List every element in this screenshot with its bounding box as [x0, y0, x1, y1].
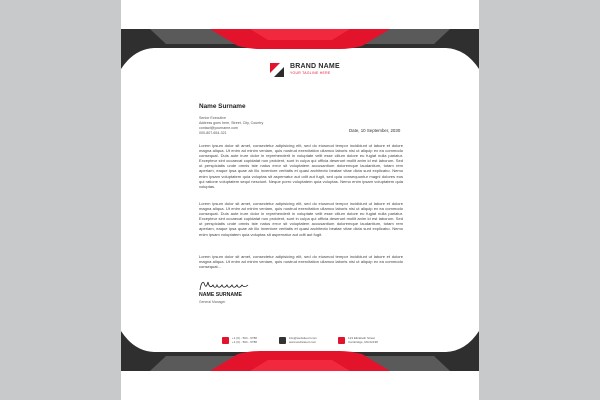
contact-website-line: www.websiteurl.com: [289, 340, 317, 344]
phone-icon: [222, 337, 229, 344]
email-icon: [279, 337, 286, 344]
brand-logo-icon: [268, 62, 286, 78]
contact-address-line-1: 123 Elizabeth Street: [348, 336, 376, 340]
contact-phone-line-1: +1 (0) - 564 - 6788: [232, 336, 257, 340]
sender-email: contact@yourname.com: [199, 126, 239, 130]
sender-phone: 000-807-654-321: [199, 131, 227, 135]
signature-title: General Manager: [199, 300, 226, 304]
location-pin-icon: [338, 337, 345, 344]
brand-name: BRAND NAME: [290, 63, 340, 70]
handwritten-signature: [198, 279, 250, 293]
contact-address-line-2: Cambridge, MA 02138: [348, 340, 378, 344]
sender-address: Address goes here, Street, City, Country: [199, 121, 264, 125]
brand-tagline: YOUR TAGLINE HERE: [290, 71, 331, 75]
contact-phone-line-2: +1 (0) - 564 - 6788: [232, 340, 257, 344]
sender-name: Name Surname: [199, 103, 246, 110]
body-paragraph-3: Lorem ipsum dolor sit amet, consectetur adipisicing elit, sed do eiusmod tempor incididunt ut labore et dolore magna aliqua. Ut enim ad minim veniam, quis nostrud exercitation ullamco laboris nisi ut aliquip ex ea commodo consequat...: [199, 254, 403, 270]
body-paragraph-2: Lorem ipsum dolor sit amet, consectetur adipisicing elit, sed do eiusmod tempor incididunt ut labore et dolore magna aliqua. Ut enim ad minim veniam, quis nostrud exercitation ullamco laboris nisi ut aliquip ex ea commodo consequat. Duis aute irure dolor in reprehenderit in voluptate velit esse cillum dolore eu fugiat nulla pariatur. Excepteur sint occaecat cupidatat non proident, sunt in culpa qui officia deserunt mollit anim id est laborum. Sed ut perspiciatis unde omnis iste natus error sit voluptatem accusantium doloremque laudantium, totam rem aperiam, eaque ipsa quae ab illo inventore veritatis et quasi architecto beatae vitae dicta sunt explicabo. Nemo enim ipsam voluptatem quia voluptas sit aspernatur aut odit aut fugit.: [199, 201, 403, 237]
contact-email-line-1: info@websiteurl.com: [289, 336, 317, 340]
body-paragraph-1: Lorem ipsum dolor sit amet, consectetur adipisicing elit, sed do eiusmod tempor incididunt ut labore et dolore magna aliqua. Ut enim ad minim veniam, quis nostrud exercitation ullamco laboris nisi ut aliquip ex ea commodo consequat. Duis aute irure dolor in reprehenderit in voluptate velit esse cillum dolore eu fugiat nulla pariatur. Excepteur sint occaecat cupidatat non proident, sunt in culpa qui officia deserunt mollit anim id est laborum. Sed ut perspiciatis unde omnis iste natus error sit voluptatem accusantium doloremque laudantium, totam rem aperiam, eaque ipsa quae ab illo inventore veritatis et quasi architecto beatae vitae dicta sunt explicabo. Nemo enim ipsam voluptatem quia voluptas sit aspernatur aut odit aut fugit, sed quia consequuntur magni dolores eos qui ratione voluptatem sequi nesciunt. Neque porro voluptatem quia voluptas. Nemo enim ipsam voluptatem quia voluptas.: [199, 143, 403, 189]
signature-name: NAME SURNAME: [199, 292, 242, 298]
letter-date: Date, 10 September, 2030: [349, 128, 401, 133]
sender-title: Senior Executive: [199, 116, 226, 120]
